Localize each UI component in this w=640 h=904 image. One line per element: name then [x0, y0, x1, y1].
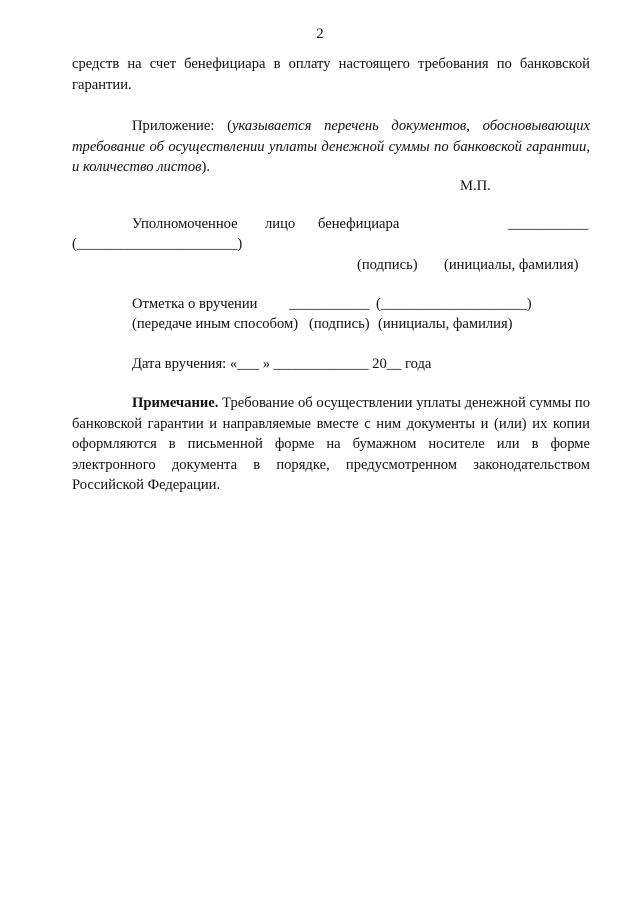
- delivery-mark-label: Отметка о вручении: [132, 296, 258, 312]
- authorized-person-name-line: (______________________): [72, 236, 243, 252]
- attachment-description: указывается перечень документов, обосновывающих требование об осуществлении уплаты денежной суммы по банковской гарантии, и количество листов: [72, 118, 590, 175]
- delivery-mark-caption-method: (передаче иным способом): [132, 316, 299, 332]
- paragraph-continuation: средств на счет бенефициара в оплату настоящего требования по банковской гарантии.: [72, 56, 590, 93]
- attachment-paragraph: [72, 116, 590, 178]
- authorized-person-caption-name: (инициалы, фамилия): [444, 257, 579, 273]
- attachment-closing: ).: [201, 159, 210, 175]
- delivery-mark-name-line: (____________________): [376, 296, 532, 312]
- delivery-mark-caption-name: (инициалы, фамилия): [378, 316, 513, 332]
- authorized-person-label-3: бенефициара: [318, 216, 400, 232]
- authorized-person-label-2: лицо: [265, 216, 296, 232]
- authorized-person-label-1: Уполномоченное: [132, 216, 238, 232]
- note-paragraph: [72, 393, 590, 496]
- page-number: 2: [316, 26, 324, 42]
- note-label: Примечание.: [132, 395, 219, 411]
- authorized-person-signature-line: ___________: [508, 216, 589, 232]
- delivery-mark-caption-signature: (подпись): [309, 316, 370, 332]
- delivery-date: Дата вручения: «___ » _____________ 20__ года: [132, 356, 432, 372]
- authorized-person-caption-signature: (подпись): [357, 257, 418, 273]
- attachment-label: Приложение: (: [132, 118, 232, 134]
- note-text: Требование об осуществлении уплаты денежной суммы по банковской гарантии и направляемые вместе с ним документы и (или) их копии оформляются в письменной форме на бумажном носителе или в форме электронного документа в порядке, предусмотренном законодательством Российской Федерации.: [72, 395, 590, 493]
- stamp-place: М.П.: [460, 178, 491, 194]
- delivery-mark-signature-line: ___________: [289, 296, 370, 312]
